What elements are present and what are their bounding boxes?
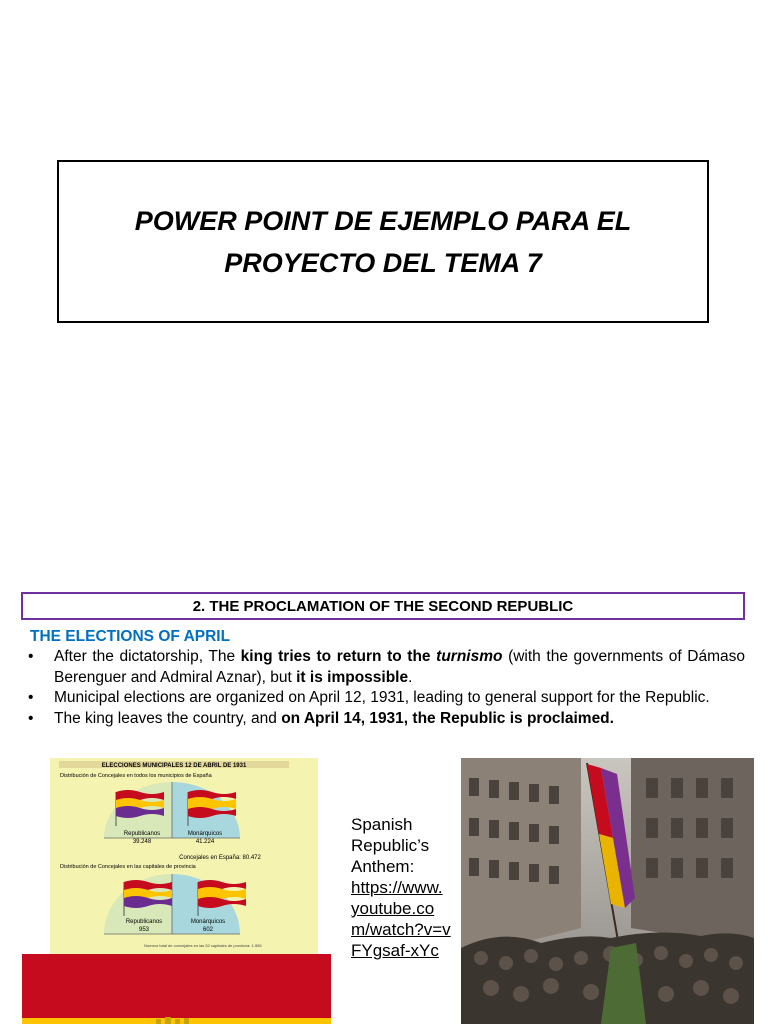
total-councillors: Concejales en España: 80.472 [179,855,261,861]
section-title: 2. THE PROCLAMATION OF THE SECOND REPUBLIC [192,597,574,615]
monarchic-label: Monárquicos [190,919,226,925]
monarchic-value: 602 [202,927,214,933]
chart-subtitle-1: Distribución de Concejales en todos los municipios de España [60,773,212,779]
republican-label: Republicanos [125,919,163,925]
title-line-2: PROYECTO DEL TEMA 7 [224,247,542,278]
chart-subtitle-2: Distribución de Concejales en las capitales de provincia [60,864,196,870]
bullet-dot: • [28,709,34,727]
anthem-link[interactable]: https://www.youtube.com/watch?v=vFYgsaf-xYc [351,878,451,960]
republican-value: 39.248 [132,839,152,845]
monarchic-label: Monárquicos [187,831,223,837]
republican-value: 953 [138,927,150,933]
anthem-label: Spanish Republic’s Anthem: [351,815,430,876]
slide-title-box [57,160,709,323]
election-results-chart [50,758,318,954]
elections-subheading: THE ELECTIONS OF APRIL [30,628,231,645]
bullet-list [28,647,745,729]
bullet-dot: • [28,689,34,706]
republican-label: Republicanos [123,831,161,837]
bullet-item: • Municipal elections are organized on April 12, 1931, leading to general support for the Republic. [28,688,745,709]
slide-title [135,200,632,284]
section-title-box [21,592,745,620]
chart-title: ELECCIONES MUNICIPALES 12 DE ABRIL DE 1931 [101,763,247,769]
bullet-item: • The king leaves the country, and on April 14, 1931, the Republic is proclaimed. [28,709,745,730]
spanish-flag-image [22,954,331,1024]
bullet-dot: • [28,648,34,665]
title-line-1: POWER POINT DE EJEMPLO PARA EL [134,205,632,236]
monarchic-value: 41.224 [195,839,215,845]
bullet-item: • After the dictatorship, The king tries to return to the turnismo (with the governments of Dámaso Berenguer and Admiral Aznar), but it is impossible. [28,648,745,686]
total-capitals: Número total de concejales en las 52 capitales de provincia: 1.555 [144,943,262,948]
anthem-block [351,814,451,961]
proclamation-photo [461,758,754,1024]
